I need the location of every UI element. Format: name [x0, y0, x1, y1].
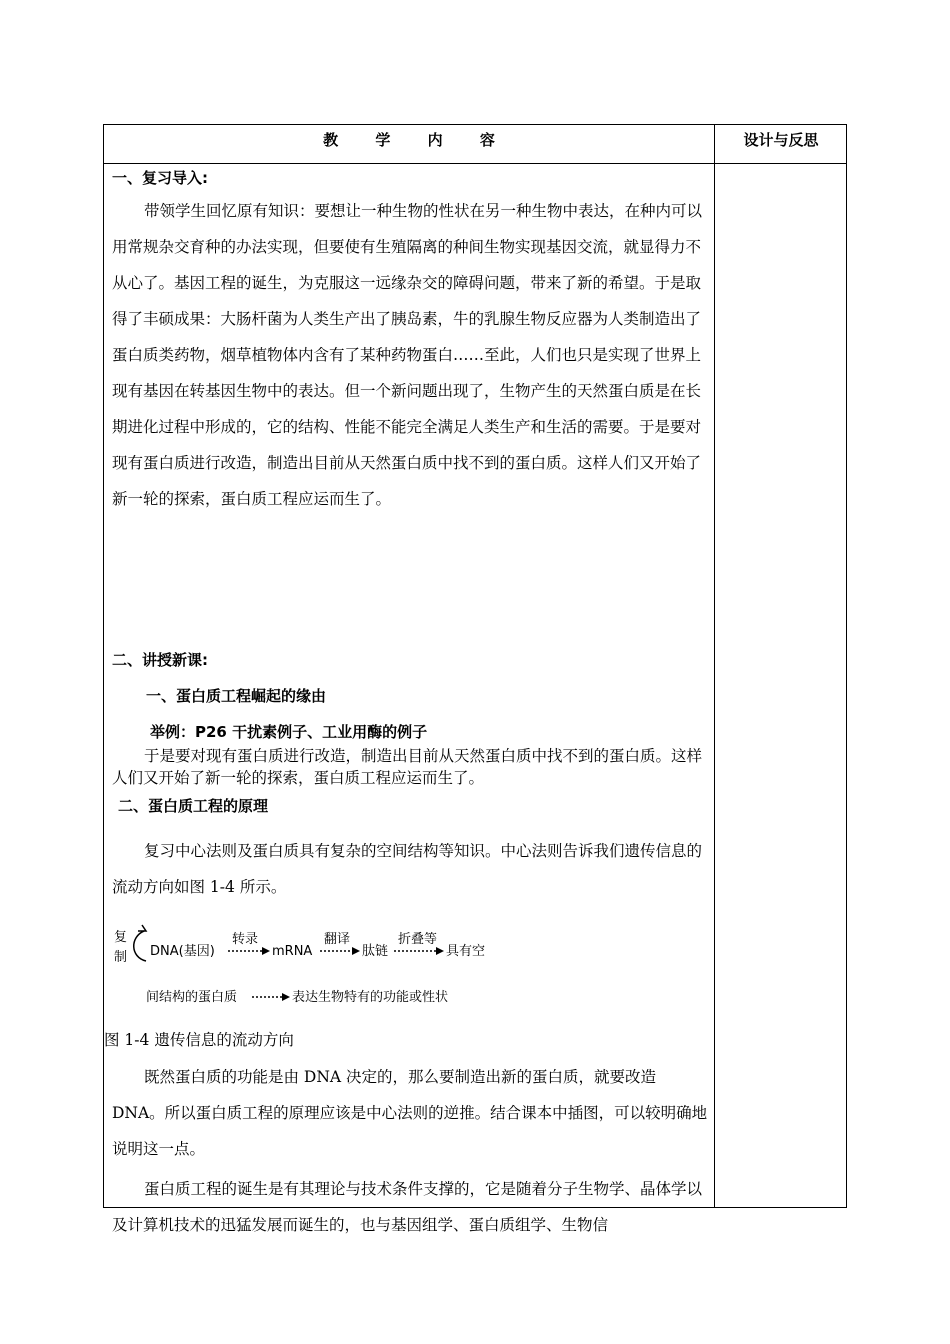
header-divider	[104, 163, 846, 164]
diagram-replicate-top: 复	[114, 930, 128, 945]
diagram-fold: 折叠等	[398, 932, 438, 947]
protein-engineering-origin-paragraph: 蛋白质工程的诞生是有其理论与技术条件支撑的，它是随着分子生物学、晶体学以及计算机技术的迅猛发展而诞生的，也与基因组学、蛋白质组学、生物信	[112, 1180, 703, 1234]
diagram-line2-end: 表达生物特有的功能或性状	[292, 990, 449, 1005]
header-design-reflection: 设计与反思	[743, 131, 819, 149]
diagram-end1: 具有空	[446, 944, 486, 959]
diagram-line2: 间结构的蛋白质	[146, 990, 238, 1005]
diagram-translate: 翻译	[324, 932, 351, 947]
diagram-replicate-bottom: 制	[114, 950, 128, 965]
diagram-dna: DNA(基因)	[150, 944, 215, 959]
figure-caption: 图 1-4 遗传信息的流动方向	[104, 1031, 294, 1049]
example-line: 举例：P26 干扰素例子、工业用酶的例子	[150, 723, 428, 741]
diagram-peptide: 肽链	[362, 944, 389, 959]
header-teaching-content: 教 学 内 容	[323, 131, 495, 149]
diagram-mrna: mRNA	[272, 944, 313, 959]
subsection-principle-paragraph: 复习中心法则及蛋白质具有复杂的空间结构等知识。中心法则告诉我们遗传信息的流动方向如图 1-4 所示。	[112, 842, 703, 896]
section-review-paragraph: 带领学生回忆原有知识：要想让一种生物的性状在另一种生物中表达，在种内可以用常规杂交育种的办法实现，但要使有生殖隔离的种间生物实现基因交流，就显得力不从心了。基因工程的诞生，为克服这一远缘杂交的障碍问题，带来了新的希望。于是取得了丰硕成果：大肠杆菌为人类生产出了胰岛素，牛的乳腺生物反应器为人类制造出了蛋白质类药物，烟草植物体内含有了某种药物蛋白……至此，人们也只是实现了世界上现有基因在转基因生物中的表达。但一个新问题出现了，生物产生的天然蛋白质是在长期进化过程中形成的，它的结构、性能不能完全满足人类生产和生活的需要。于是要对现有蛋白质进行改造，制造出目前从天然蛋白质中找不到的蛋白质。这样人们又开始了新一轮的探索，蛋白质工程应运而生了。	[112, 202, 703, 508]
central-dogma-diagram	[112, 919, 532, 1019]
column-divider	[714, 125, 715, 1207]
subsection-principle-title: 二、蛋白质工程的原理	[118, 797, 269, 815]
subsection-origin-paragraph: 于是要对现有蛋白质进行改造，制造出目前从天然蛋白质中找不到的蛋白质。这样人们又开始了新一轮的探索，蛋白质工程应运而生了。	[112, 747, 703, 787]
subsection-origin-title: 一、蛋白质工程崛起的缘由	[146, 687, 327, 705]
dna-principle-paragraph: 既然蛋白质的功能是由 DNA 决定的，那么要制造出新的蛋白质，就要改造 DNA。所以蛋白质工程的原理应该是中心法则的逆推。结合课本中插图，可以较明确地说明这一点。	[112, 1068, 708, 1158]
section-new-lesson-title: 二、讲授新课:	[112, 651, 208, 669]
lesson-table	[103, 124, 847, 1234]
section-review-title: 一、复习导入:	[112, 169, 208, 187]
diagram-transcribe: 转录	[232, 932, 259, 947]
